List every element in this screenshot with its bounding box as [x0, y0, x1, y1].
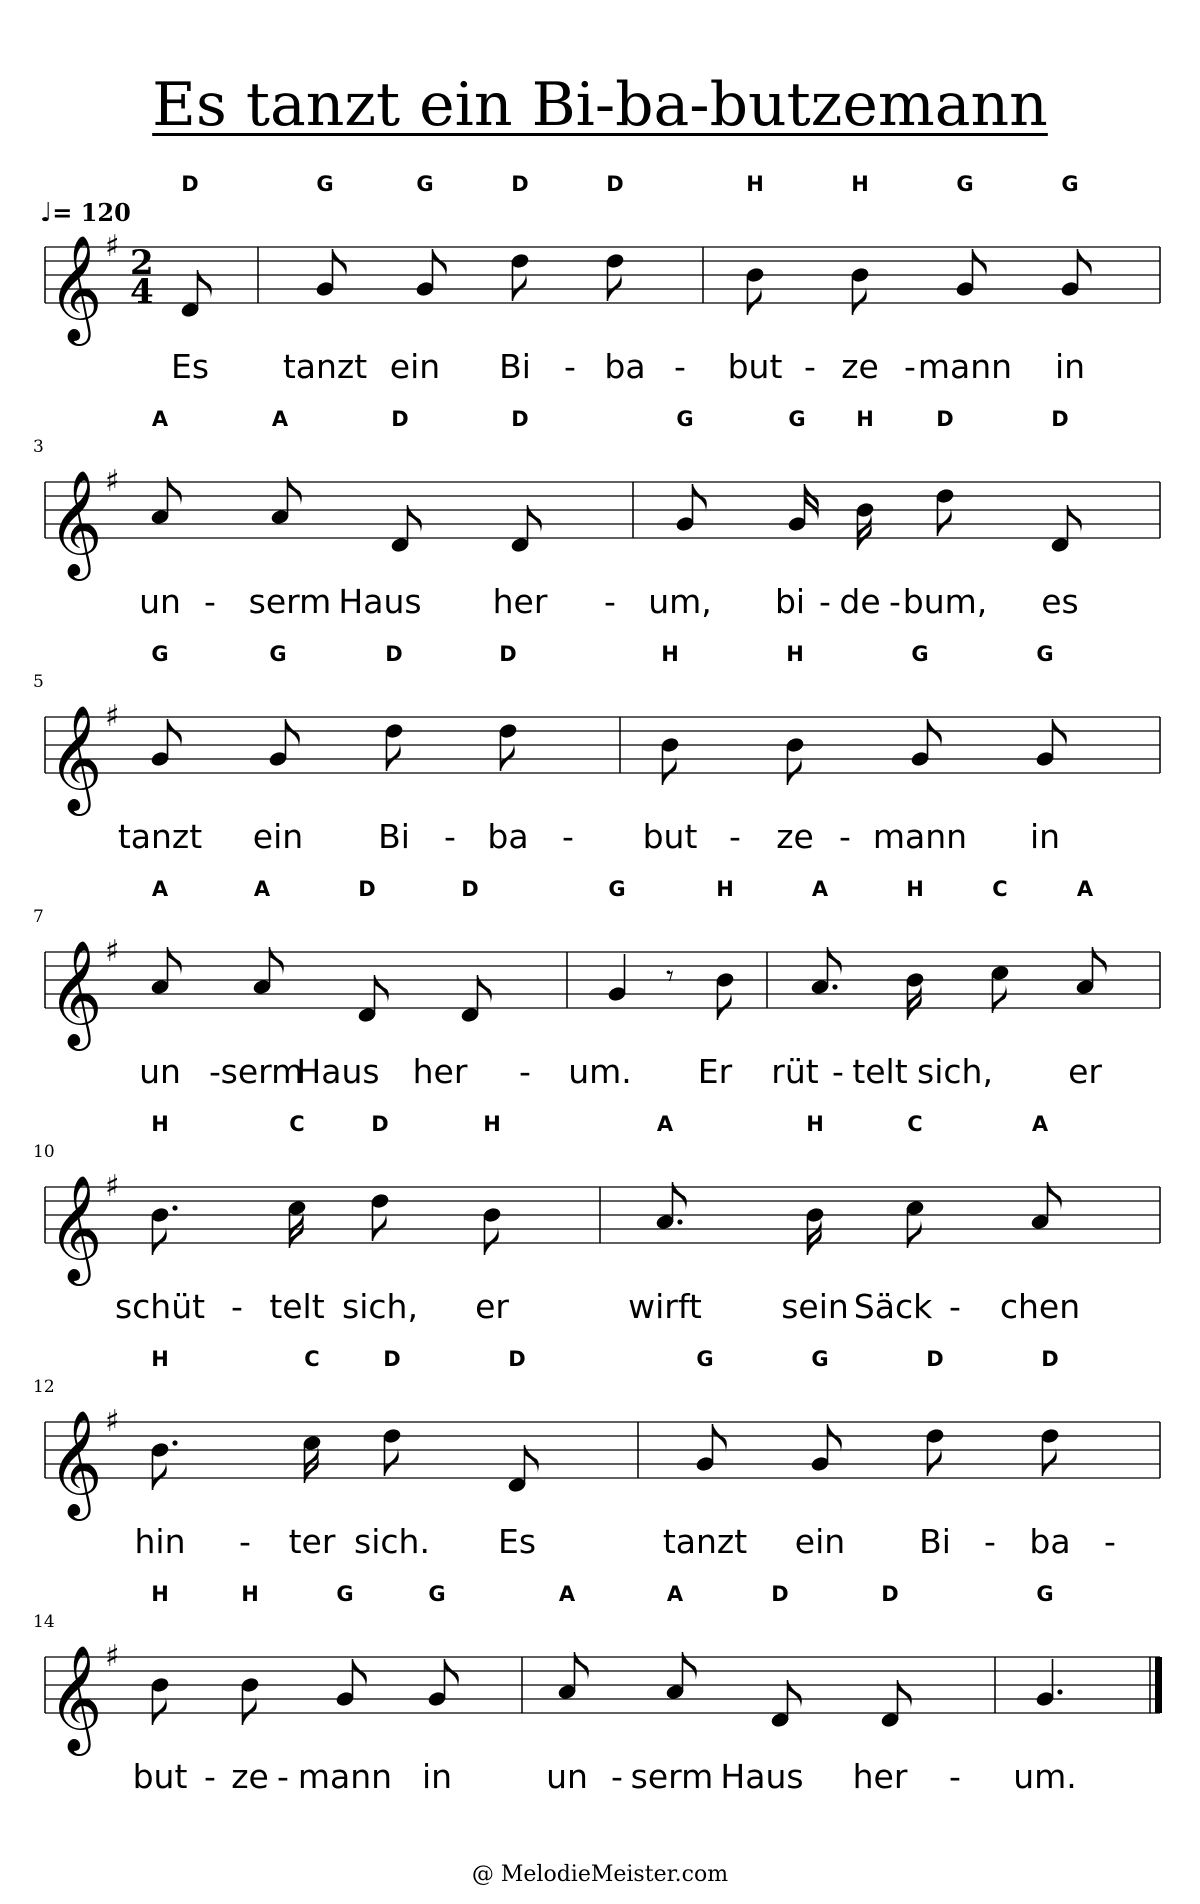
- chord-symbol: D: [1041, 1347, 1059, 1371]
- measure-number: 10: [33, 1142, 55, 1162]
- chord-symbol: G: [1036, 1582, 1054, 1606]
- lyric-hyphen: -: [604, 582, 616, 621]
- lyric-syllable: um.: [568, 1052, 632, 1091]
- chord-symbol: A: [666, 1582, 684, 1606]
- note: [770, 1680, 802, 1729]
- chord-symbol: G: [416, 172, 434, 196]
- lyric-hyphen: -: [984, 1522, 996, 1561]
- lyric-syllable: um,: [648, 582, 712, 621]
- chord-symbol: H: [856, 407, 874, 431]
- note: [150, 1676, 170, 1725]
- chord-symbol: C: [289, 1112, 305, 1136]
- lyric-hyphen: -: [819, 582, 831, 621]
- chord-symbol: A: [558, 1582, 576, 1606]
- lyric-syllable: es: [1041, 582, 1079, 621]
- lyric-syllable: ba: [604, 347, 646, 386]
- lyric-syllable: but: [727, 347, 783, 386]
- chord-symbol: A: [1031, 1112, 1049, 1136]
- treble-clef-icon: 𝄞: [48, 469, 103, 576]
- chord-symbol: D: [181, 172, 199, 196]
- chord-symbol: G: [1061, 172, 1079, 196]
- lyric-syllable: sein: [781, 1287, 849, 1326]
- lyric-syllable: ter: [288, 1522, 336, 1561]
- lyric-syllable: serm: [220, 1052, 304, 1091]
- quarter-note-icon: ♩: [40, 198, 53, 228]
- lyric-syllable: bum,: [902, 582, 988, 621]
- lyric-hyphen: -: [729, 817, 741, 856]
- chord-symbol: H: [746, 172, 764, 196]
- chord-symbol: D: [881, 1582, 899, 1606]
- lyric-syllable: er: [475, 1287, 509, 1326]
- chord-symbol: H: [716, 877, 734, 901]
- chord-symbol: H: [786, 642, 804, 666]
- sharp-icon: ♯: [105, 229, 120, 264]
- lyric-syllable: hin: [134, 1522, 186, 1561]
- lyric-syllable: Es: [170, 347, 210, 386]
- chord-symbol: A: [271, 407, 289, 431]
- lyric-hyphen: -: [889, 582, 901, 621]
- treble-clef-icon: 𝄞: [48, 1174, 103, 1281]
- chord-symbol: D: [358, 877, 376, 901]
- lyric-syllable: her: [852, 1757, 908, 1796]
- lyric-syllable: tanzt: [282, 347, 368, 386]
- chord-symbol: C: [907, 1112, 923, 1136]
- lyric-syllable: her: [492, 582, 548, 621]
- lyric-syllable: Haus: [338, 582, 422, 621]
- time-signature-bottom: 4: [130, 272, 154, 312]
- chord-symbol: D: [511, 407, 529, 431]
- sharp-icon: ♯: [105, 1639, 120, 1674]
- lyric-syllable: but: [642, 817, 698, 856]
- measure-number: 3: [33, 437, 44, 457]
- chord-symbol: D: [606, 172, 624, 196]
- final-barline-thick: [1155, 1657, 1162, 1713]
- lyric-syllable: sich,: [342, 1287, 418, 1326]
- chord-symbol: D: [771, 1582, 789, 1606]
- chord-symbol: D: [1051, 407, 1069, 431]
- chord-symbol: G: [1036, 642, 1054, 666]
- chord-symbol: D: [391, 407, 409, 431]
- treble-clef-icon: 𝄞: [48, 1644, 103, 1751]
- lyric-syllable: in: [1029, 817, 1061, 856]
- lyric-hyphen: -: [611, 1757, 623, 1796]
- lyric-syllable: ba: [1029, 1522, 1071, 1561]
- lyric-hyphen: -: [949, 1757, 961, 1796]
- chord-symbol: C: [304, 1347, 320, 1371]
- chord-symbol: G: [788, 407, 806, 431]
- chord-symbol: H: [483, 1112, 501, 1136]
- measure-number: 5: [33, 672, 44, 692]
- note: [557, 1652, 589, 1701]
- chord-symbol: H: [851, 172, 869, 196]
- lyric-syllable: but: [132, 1757, 188, 1796]
- lyric-syllable: telt: [852, 1052, 908, 1091]
- lyric-hyphen: -: [564, 347, 576, 386]
- lyric-hyphen: -: [562, 817, 574, 856]
- chord-symbol: D: [461, 877, 479, 901]
- chord-symbol: A: [656, 1112, 674, 1136]
- tempo-value: = 120: [52, 198, 131, 227]
- chord-symbol: D: [371, 1112, 389, 1136]
- lyric-syllable: ze: [231, 1757, 269, 1796]
- lyric-syllable: un: [139, 1052, 181, 1091]
- lyric-syllable: ba: [487, 817, 529, 856]
- chord-symbol: H: [151, 1347, 169, 1371]
- chord-symbol: D: [926, 1347, 944, 1371]
- lyric-hyphen: -: [519, 1052, 531, 1091]
- lyric-syllable: ein: [794, 1522, 846, 1561]
- treble-clef-icon: 𝄞: [48, 234, 103, 341]
- lyric-syllable: wirft: [628, 1287, 702, 1326]
- chord-symbol: A: [811, 877, 829, 901]
- chord-symbol: A: [151, 407, 169, 431]
- measure-number: 7: [33, 907, 44, 927]
- note: [880, 1680, 912, 1729]
- time-signature-top: 2: [130, 243, 154, 283]
- lyric-syllable: Bi: [378, 817, 410, 856]
- eighth-rest-icon: 𝄾: [666, 959, 674, 994]
- chord-symbol: H: [241, 1582, 259, 1606]
- measure-number: 12: [33, 1377, 55, 1397]
- lyric-hyphen: -: [949, 1287, 961, 1326]
- lyric-syllable: serm: [248, 582, 332, 621]
- note: [335, 1659, 367, 1708]
- chord-symbol: H: [151, 1582, 169, 1606]
- lyric-syllable: Er: [697, 1052, 733, 1091]
- chord-symbol: G: [811, 1347, 829, 1371]
- lyric-syllable: Bi: [919, 1522, 951, 1561]
- chord-symbol: G: [676, 407, 694, 431]
- chord-symbol: A: [151, 877, 169, 901]
- lyric-syllable: ze: [841, 347, 879, 386]
- treble-clef-icon: 𝄞: [48, 939, 103, 1046]
- chord-symbol: H: [906, 877, 924, 901]
- chord-symbol: G: [316, 172, 334, 196]
- lyric-syllable: mann: [917, 347, 1013, 386]
- lyric-syllable: de: [839, 582, 881, 621]
- lyric-syllable: mann: [872, 817, 968, 856]
- chord-symbol: H: [151, 1112, 169, 1136]
- lyric-syllable: sich,: [917, 1052, 993, 1091]
- treble-clef-icon: 𝄞: [48, 1409, 103, 1516]
- chord-symbol: C: [992, 877, 1008, 901]
- measure-number: 14: [33, 1612, 55, 1632]
- sharp-icon: ♯: [105, 934, 120, 969]
- lyric-syllable: ze: [776, 817, 814, 856]
- lyric-syllable: Haus: [296, 1052, 380, 1091]
- lyric-hyphen: -: [209, 1052, 221, 1091]
- chord-symbol: D: [385, 642, 403, 666]
- chord-symbol: H: [661, 642, 679, 666]
- lyric-syllable: Bi: [499, 347, 531, 386]
- lyric-syllable: schüt: [114, 1287, 206, 1326]
- lyric-syllable: telt: [269, 1287, 325, 1326]
- lyric-syllable: un: [139, 582, 181, 621]
- chord-symbol: D: [508, 1347, 526, 1371]
- chord-symbol: D: [499, 642, 517, 666]
- lyric-hyphen: -: [674, 347, 686, 386]
- chord-symbol: G: [428, 1582, 446, 1606]
- note: [665, 1652, 697, 1701]
- lyric-syllable: tanzt: [117, 817, 203, 856]
- lyric-syllable: bi: [774, 582, 806, 621]
- chord-symbol: G: [956, 172, 974, 196]
- lyric-hyphen: -: [839, 817, 851, 856]
- lyric-syllable: in: [1054, 347, 1086, 386]
- sharp-icon: ♯: [105, 1169, 120, 1204]
- lyric-syllable: tanzt: [662, 1522, 748, 1561]
- sharp-icon: ♯: [105, 1404, 120, 1439]
- lyric-syllable: in: [421, 1757, 453, 1796]
- lyric-hyphen: -: [444, 817, 456, 856]
- chord-symbol: H: [806, 1112, 824, 1136]
- chord-symbol: G: [608, 877, 626, 901]
- lyric-syllable: Es: [497, 1522, 537, 1561]
- sharp-icon: ♯: [105, 699, 120, 734]
- footer-credit: @ MelodieMeister.com: [471, 1862, 729, 1887]
- chord-symbol: D: [936, 407, 954, 431]
- note: [240, 1676, 260, 1725]
- chord-symbol: D: [511, 172, 529, 196]
- lyric-syllable: sich.: [354, 1522, 430, 1561]
- lyric-syllable: rüt: [771, 1052, 819, 1091]
- lyric-hyphen: -: [1104, 1522, 1116, 1561]
- lyric-syllable: Haus: [720, 1757, 804, 1796]
- chord-symbol: A: [253, 877, 271, 901]
- lyric-syllable: un: [546, 1757, 588, 1796]
- lyric-syllable: her: [412, 1052, 468, 1091]
- lyric-hyphen: -: [204, 1757, 216, 1796]
- lyric-syllable: ein: [389, 347, 441, 386]
- chord-symbol: G: [269, 642, 287, 666]
- chord-symbol: A: [1076, 877, 1094, 901]
- lyric-hyphen: -: [904, 347, 916, 386]
- sharp-icon: ♯: [105, 464, 120, 499]
- page-title: Es tanzt ein Bi-ba-butzemann: [152, 70, 1048, 140]
- treble-clef-icon: 𝄞: [48, 704, 103, 811]
- lyric-hyphen: -: [832, 1052, 844, 1091]
- lyric-hyphen: -: [231, 1287, 243, 1326]
- lyric-hyphen: -: [204, 582, 216, 621]
- lyric-syllable: Säck: [853, 1287, 933, 1326]
- lyric-syllable: chen: [999, 1287, 1081, 1326]
- chord-symbol: G: [151, 642, 169, 666]
- lyric-syllable: ein: [252, 817, 304, 856]
- chord-symbol: G: [911, 642, 929, 666]
- chord-symbol: G: [336, 1582, 354, 1606]
- lyric-syllable: um.: [1013, 1757, 1077, 1796]
- note: [1035, 1659, 1063, 1708]
- chord-symbol: D: [383, 1347, 401, 1371]
- lyric-hyphen: -: [277, 1757, 289, 1796]
- lyric-syllable: er: [1068, 1052, 1102, 1091]
- lyric-hyphen: -: [804, 347, 816, 386]
- lyric-syllable: mann: [297, 1757, 393, 1796]
- lyric-syllable: serm: [630, 1757, 714, 1796]
- chord-symbol: G: [696, 1347, 714, 1371]
- note: [427, 1659, 459, 1708]
- lyric-hyphen: -: [239, 1522, 251, 1561]
